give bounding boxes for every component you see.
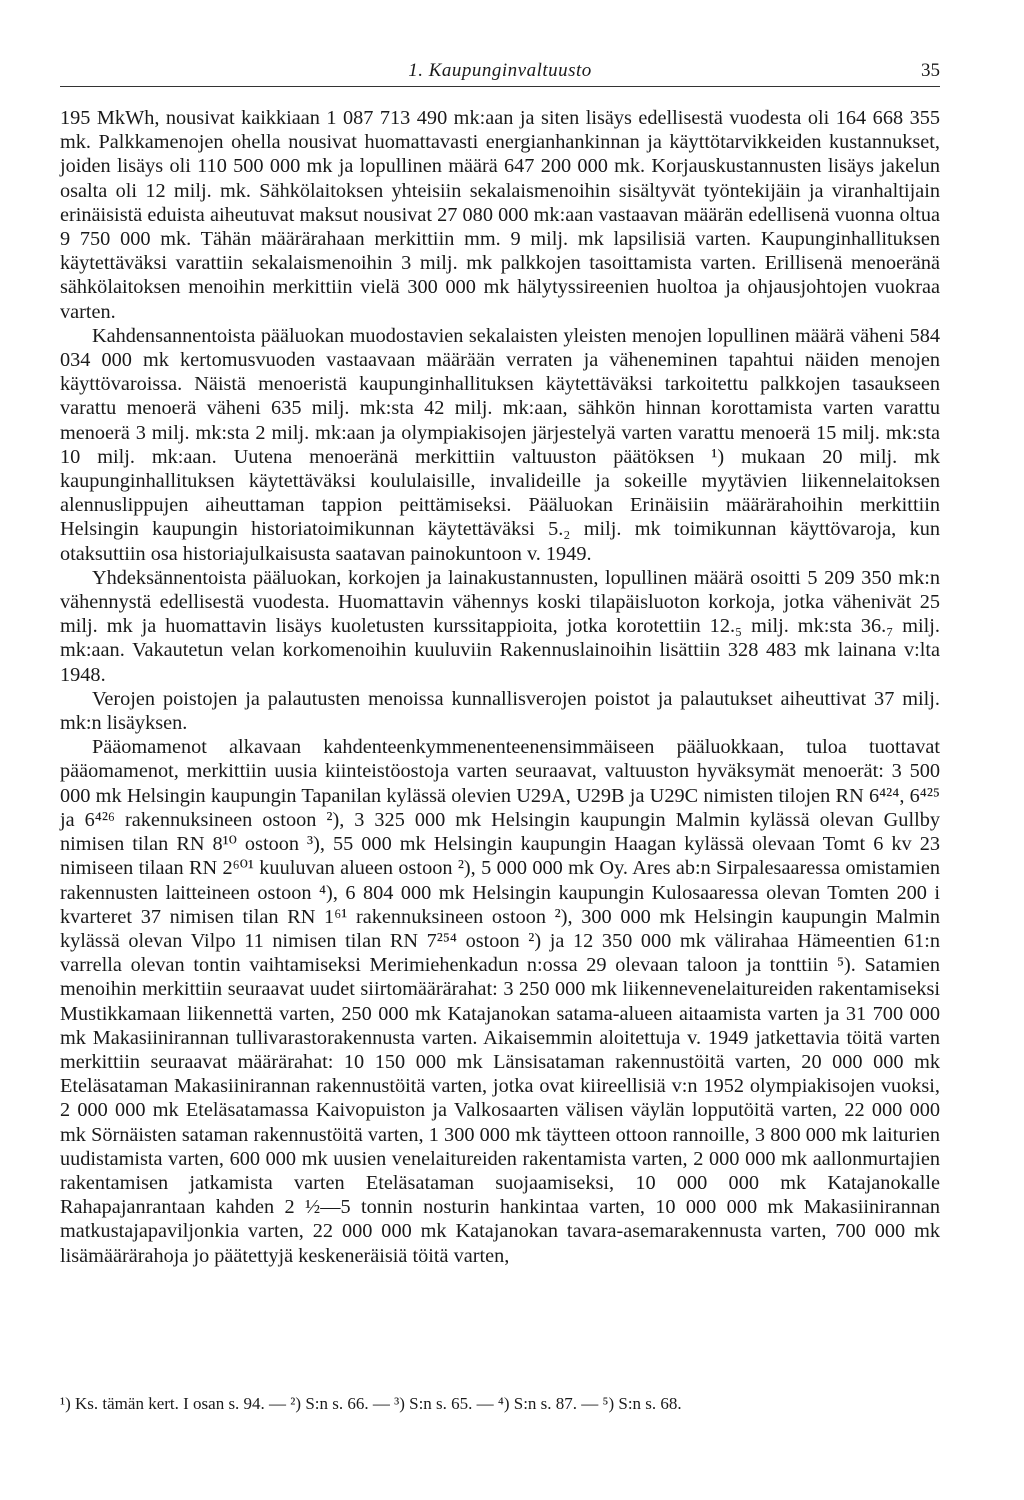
paragraph: 195 MkWh, nousivat kaikkiaan 1 087 713 490 mk:aan ja siten lisäys edellisestä vuodesta oli 164 668 355 mk. Palkkamenojen ohella nousivat huomattavasti energianhankinnan ja käyttötarvikkeiden kustannukset, joiden lisäys oli 110 500 000 mk ja lopullinen määrä 647 200 000 mk. Korjauskustannusten lisäys jakelun osalta oli 12 milj. mk. Sähkölaitoksen yhteisiin sekalaismenoihin sisältyvät työntekijäin ja viranhaltijain erinäisistä eduista aiheutuvat maksut nousivat 27 080 000 mk:aan vastaavan määrän edellisenä vuonna oltua 9 750 000 mk. Tähän määrärahaan merkittiin mm. 9 milj. mk lapsilisiä varten. Kaupunginhallituksen käytettäväksi varattiin sekalaismenoihin 3 milj. mk palkkojen tasoittamista varten. Erillisenä menoeränä sähkölaitoksen menoihin merkittiin vielä 300 000 mk hälytyssireenien huoltoa ja ohjausjohtojen vuokraa varten.: [60, 107, 940, 323]
paragraph: Verojen poistojen ja palautusten menoissa kunnallisverojen poistot ja palautukset aiheuttivat 37 milj. mk:n lisäyksen.: [60, 687, 940, 735]
paragraph: Pääomamenot alkavaan kahdenteenkymmenenteenensimmäiseen pääluokkaan, tuloa tuottavat pääomamenot, merkittiin uusia kiinteistöostoja varten seuraavat, valtuuston hyväksymät menoerät: 3 500 000 mk Helsingin kaupungin Tapanilan kylässä olevien U29A, U29B ja U29C nimisten tilojen RN 6⁴²⁴, 6⁴²⁵ ja 6⁴²⁶ rakennuksineen ostoon ²), 3 325 000 mk Helsingin kaupungin Malmin kylässä olevan Gullby nimisen tilan RN 8¹⁰ ostoon ³), 55 000 mk Helsingin kaupungin Haagan kylässä olevaan Tomt 6 kv 23 nimiseen tilaan RN 2⁶⁰¹ kuuluvan alueen ostoon ²), 5 000 000 mk Oy. Ares ab:n Sirpalesaaressa omistamien rakennusten laitteineen ostoon ⁴), 6 804 000 mk Helsingin kaupungin Kulosaaressa olevan Tomten 200 i kvarteret 37 nimisen tilan RN 1⁶¹ rakennuksineen ostoon ²), 300 000 mk Helsingin kaupungin Malmin kylässä olevan Vilpo 11 nimisen tilan RN 7²⁵⁴ ostoon ²) ja 12 350 000 mk välirahaa Hämeentien 61:n varrella olevan tontin vaihtamiseksi Merimiehenkadun n:ossa 29 olevaan taloon ja tonttiin ⁵). Satamien menoihin merkittiin seuraavat uudet siirtomäärärahat: 3 250 000 mk liikennevenelaitureiden rakentamiseksi Mustikkamaan liikennettä varten, 250 000 mk Katajanokan satama-alueen aitaamista varten ja 31 700 000 mk Makasiinirannan tullivarastorakennusta varten. Aikaisemmin aloitettuja v. 1949 jatkettavia töitä varten merkittiin seuraavat määrärahat: 10 150 000 mk Länsisataman rakennustöitä varten, 20 000 000 mk Eteläsataman Makasiinirannan rakennustöitä varten, jotka ovat kiireellisiä v:n 1952 olympiakisojen vuoksi, 2 000 000 mk Eteläsatamassa Kaivopuiston ja Valkosaarten välisen väylän lopputöitä varten, 22 000 000 mk Sörnäisten sataman rakennustöitä varten, 1 300 000 mk täytteen ottoon rannoille, 3 800 000 mk laiturien uudistamista varten, 600 000 mk uusien venelaitureiden rakentamista varten, 2 000 000 mk aallonmurtajien rakentamisen jatkamista varten Eteläsataman suojaamiseksi, 10 000 000 mk Katajanokalle Rahapajanrantaan kahden 2 ½—5 tonnin nosturin hankintaa varten, 10 000 000 mk Makasiinirannan matkustajapaviljonkia varten, 22 000 000 mk Katajanokan tavara-asemarakennusta varten, 700 000 mk lisämäärärahoja jo päätettyjä keskeneräisiä töitä varten,: [60, 736, 940, 1267]
page-number: 35: [921, 60, 940, 81]
running-header: [60, 58, 940, 87]
footnotes: ¹) Ks. tämän kert. I osan s. 94. — ²) S:n s. 66. — ³) S:n s. 65. — ⁴) S:n s. 87. — ⁵) S:n s. 68.: [60, 1394, 682, 1413]
paragraph: Kahdensannentoista pääluokan muodostavien sekalaisten yleisten menojen lopullinen määrä väheni 584 034 000 mk kertomusvuoden vastaavaan määrään verraten ja väheneminen tapahtui näiden menojen käyttövaroissa. Näistä menoeristä kaupunginhallituksen käytettäväksi tarkoitettu palkkojen tasaukseen varattu menoerä väheni 635 milj. mk:sta 42 milj. mk:aan, sähkön hinnan korottamista varten varattu menoerä 3 milj. mk:sta 2 milj. mk:aan ja olympiakisojen järjestelyä varten varattu menoerä 15 milj. mk:sta 10 milj. mk:aan. Uutena menoeränä merkittiin valtuuston päätöksen ¹) mukaan 20 milj. mk kaupunginhallituksen käytettäväksi koululaisille, invalideille ja sokeille myytävien liikennelaitoksen alennuslippujen aiheuttaman tappion peittämiseksi. Pääluokan Erinäisiin määrärahoihin merkittiin Helsingin kaupungin historiatoimikunnan käytettäväksi 5.₂ milj. mk toimikunnan käyttövaroja, kun otaksuttiin osa historiajulkaisusta saatavan painokuntoon v. 1949.: [60, 324, 940, 565]
paragraph: Yhdeksännentoista pääluokan, korkojen ja lainakustannusten, lopullinen määrä osoitti 5 209 350 mk:n vähennystä edellisestä vuodesta. Huomattavin vähennys koski tilapäisluoton korkoja, jotka vähenivät 25 milj. mk ja huomattavin lisäys kuoletusten kurssitappioita, jotka korotettiin 12.₅ milj. mk:sta 36.₇ milj. mk:aan. Vakautetun velan korkomenoihin kuuluviin Rakennuslainoihin lisättiin 328 483 mk lainana v:lta 1948.: [60, 566, 940, 686]
body-text: [60, 106, 940, 1268]
running-title: 1. Kaupunginvaltuusto: [408, 60, 592, 81]
